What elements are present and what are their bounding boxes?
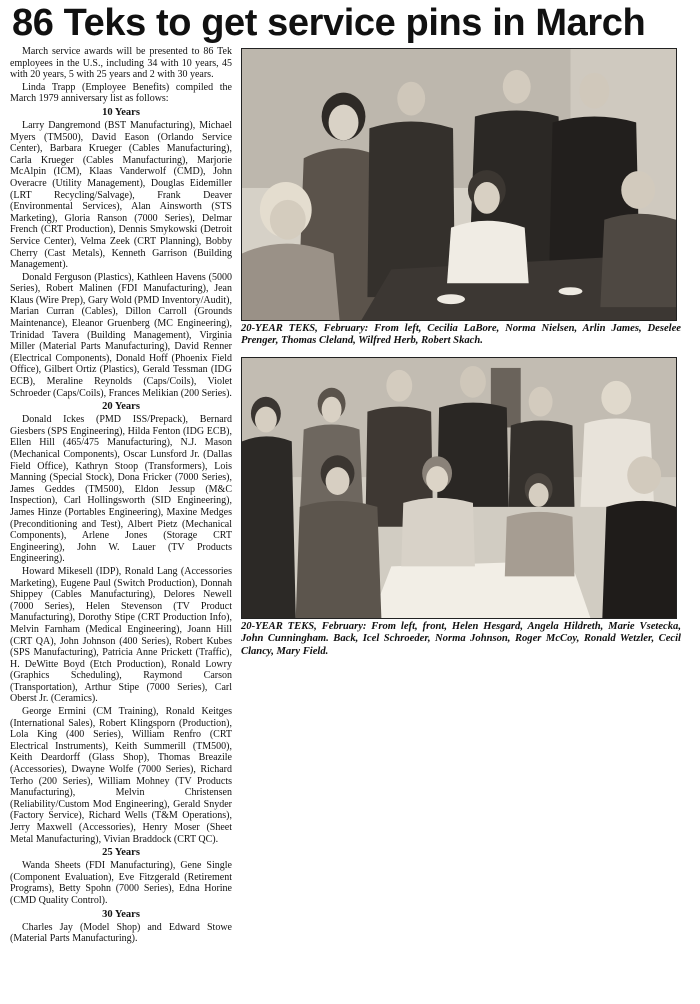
names-paragraph: Donald Ickes (PMD ISS/Prepack), Bernard Giesbers (SPS Engineering), Hilda Fenton (IDG ECB), Ellen Hill (465/475 Manufacturing), N.J. Mason (Mechanical Components), Oscar Lunsford Jr. (Dallas Field Office), Kathryn Stoop (Transformers), Lois Manning (Special Stock), Dona Fricker (7000 Series), James Geddes (TM500), Eldon Jessup (M&C Inspection), Carl Hollingsworth (SID Engineering), James Hinze (Portables Engineering), Maxine Medges (Preconditioning and Test), Albert Pietz (Mechanical Components), Arlene Jones (Storage CRT Engineering), John W. Lauer (TV Products Engineering).	[10, 414, 232, 565]
group-photo-1	[241, 48, 677, 321]
names-paragraph: Donald Ferguson (Plastics), Kathleen Havens (5000 Series), Robert Malinen (FDI Manufacturing), Jean Klaus (Wire Prep), Gary Wold (PMD Inventory/Audit), Marian Curran (Cables), Dillon Carroll (Grounds Maintenance), Eleanor Gruenberg (MC Engineering), Trinidad Tavera (Building Management), Virginia Miller (Material Parts Manufacturing), David Renner (Electrical Components), Donald Hoff (Phoenix Field Office), Gilbert Ortiz (Plastics), Gerald Tessman (IDG ECB), Meraline Reynolds (Caps/Coils), Violet Schroeder (Caps/Coils), Frances Melikian (200 Series).	[10, 271, 232, 399]
photo-2-illustration	[242, 358, 676, 618]
section-heading-20-years: 20 Years	[102, 401, 140, 413]
headline: 86 Teks to get service pins in March	[12, 2, 646, 44]
names-paragraph: Charles Jay (Model Shop) and Edward Stowe (Material Parts Manufacturing).	[10, 921, 232, 945]
intro-paragraph: March service awards will be presented to 86 Tek employees in the U.S., including 34 with 10 years, 45 with 20 years, 5 with 25 years and 2 with 30 years.	[10, 46, 232, 81]
group-photo-2	[241, 357, 677, 619]
names-paragraph: Howard Mikesell (IDP), Ronald Lang (Accessories Marketing), Eugene Paul (Switch Production), Donnah Shippey (Cables Manufacturing), Delores Newell (7000 Series), Helen Stevenson (TV Product Manufacturing), Dorothy Stipe (CRT Production Info), Melvin Farnham (Medical Engineering), Joann Hill (CRT QA), John Johnson (400 Series), Robert Kubes (SPS Manufacturing), Patricia Anne Prickett (Traffic), H. DeWitte Boyd (Etch Production), Ronald Lowry (Graphics Scheduling), Raymond Carson (Transportation), Arthur Stipe (7000 Series), Carl Oberst Jr. (Ceramics).	[10, 565, 232, 705]
photo-2-caption: 20-YEAR TEKS, February: From left, front, Helen Hesgard, Angela Hildreth, Marie Vsetecka, John Cunningham. Back, Icel Schroeder, Norma Johnson, Roger McCoy, Ronald Wetzler, Cecil Clancy, Mary Field.	[241, 621, 681, 657]
names-paragraph: George Ermini (CM Training), Ronald Keitges (International Sales), Robert Klingsporn (Production), Lola King (400 Series), William Renfro (CRT Electrical Instruments), Keith Summerill (TM500), Keith Deardorff (Glass Shop), Thomas Breazile (Accessories), Dwayne Wolfe (7000 Series), Richard Terho (200 Series), William Mohney (TV Products Manufacturing), Melvin Christensen (Reliability/Custom Mod Engineering), Gerald Snyder (Factory Service), Richard Wells (T&M Operations), Jerry Maxwell (Accessories), Henry Moser (Sheet Metal Manufacturing), Vivian Braddock (CRT QC).	[10, 706, 232, 845]
names-paragraph: Larry Dangremond (BST Manufacturing), Michael Myers (TM500), David Eason (Orlando Service Center), Barbara Krueger (Cables Manufacturing), Carla Krueger (Cables Manufacturing), Marjorie McAlpin (ICM), Klaas Vanderwolf (CMD), John Overacre (Utility Management), Douglas Eidemiller (LRT Recycling/Salvage), Frank Deaver (Environmental Services), Alan Ainsworth (STS Marketing), Gloria Ranson (7000 Series), Delmar French (CRT Production), Dennis Smykowski (Detroit Service Center), Velma Zeek (CRT Planning), Bobby Cherry (Cast Metals), Kenneth Garrison (Building Management).	[10, 119, 232, 271]
article-column	[10, 46, 232, 946]
section-heading-25-years: 25 Years	[102, 847, 140, 859]
intro-paragraph: Linda Trapp (Employee Benefits) compiled the March 1979 anniversary list as follows:	[10, 81, 232, 105]
photo-1-caption: 20-YEAR TEKS, February: From left, Cecilia LaBore, Norma Nielsen, Arlin James, Deselee Prenger, Thomas Cleland, Wilfred Herb, Robert Skach.	[241, 323, 681, 347]
section-heading-10-years: 10 Years	[102, 106, 140, 118]
section-heading-30-years: 30 Years	[102, 908, 140, 920]
photo-1-illustration	[242, 49, 676, 320]
names-paragraph: Wanda Sheets (FDI Manufacturing), Gene Single (Component Evaluation), Eve Fitzgerald (Retirement Programs), Betty Spohn (7000 Series), Edna Horine (CMD Quality Control).	[10, 860, 232, 906]
